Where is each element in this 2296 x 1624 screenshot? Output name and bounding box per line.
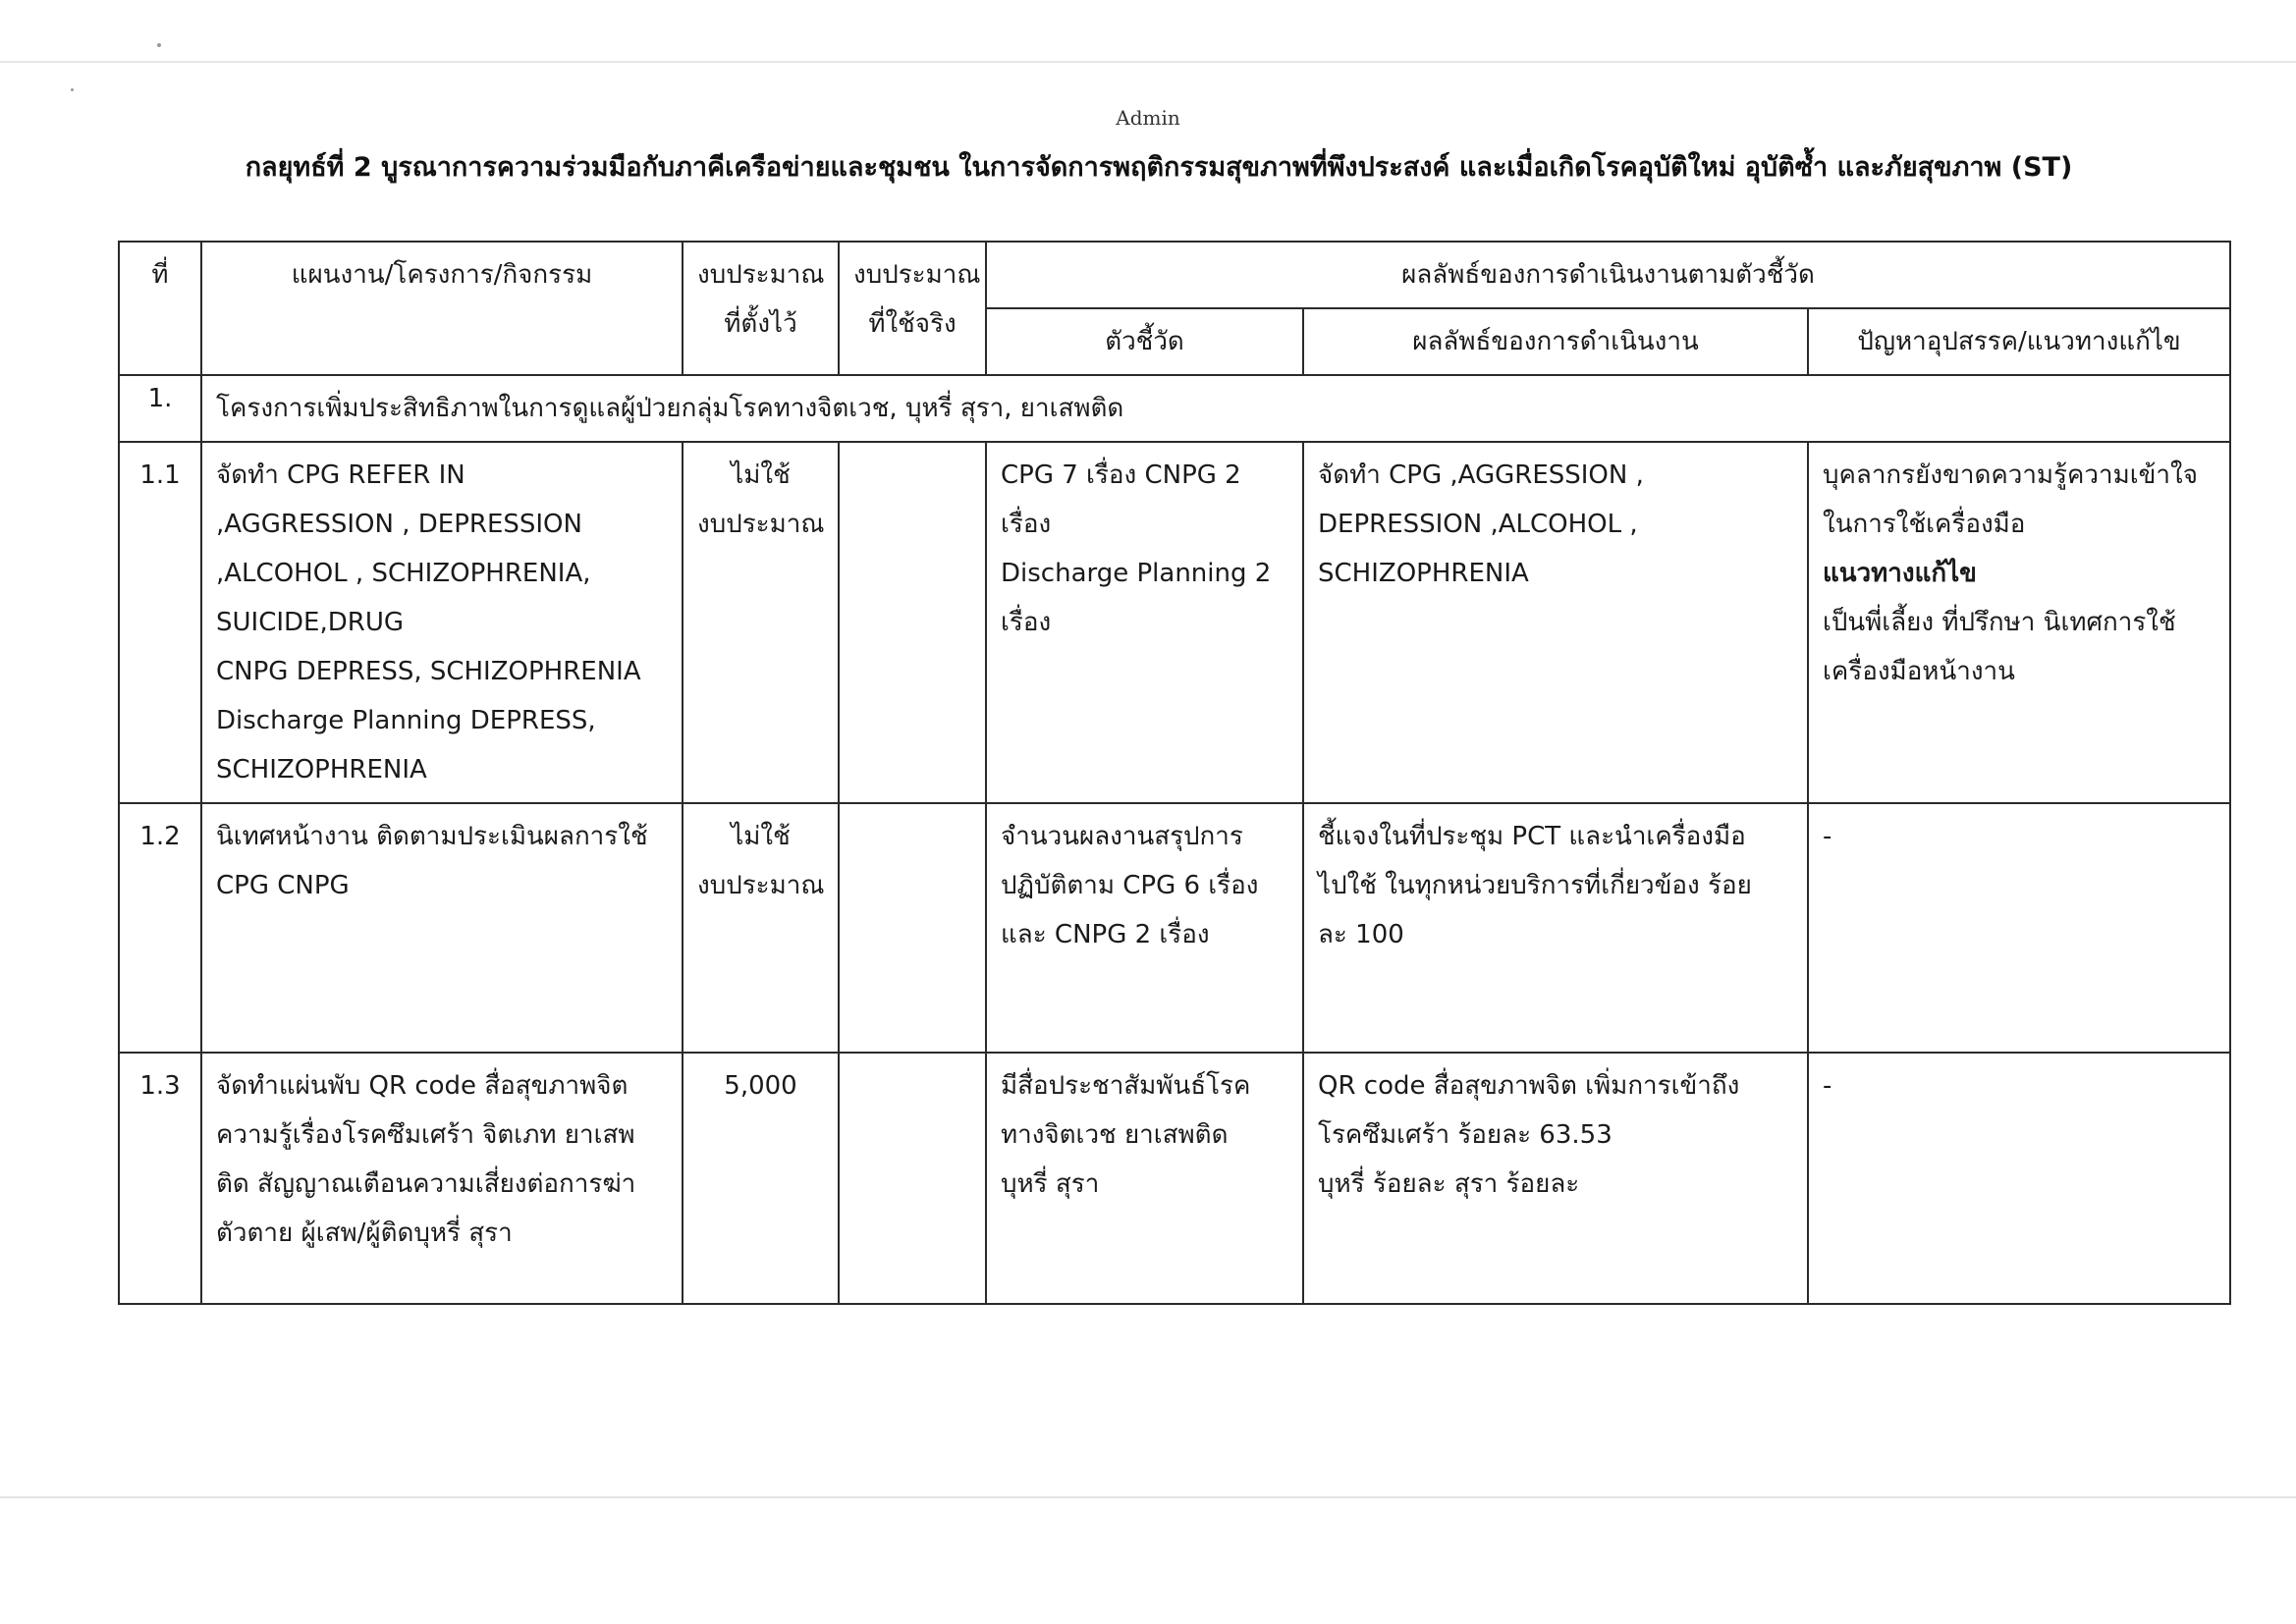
text-line: ชี้แจงในที่ประชุม PCT และนำเครื่องมือ [1318,822,1746,851]
header-indicator: ตัวชี้วัด [986,308,1303,375]
text-line: มีสื่อประชาสัมพันธ์โรค [1001,1071,1251,1101]
row-budget-set [683,442,839,803]
text-line: ,AGGRESSION , DEPRESSION [216,510,582,539]
text-line: 5,000 [724,1071,797,1101]
header-budget-used-line1: งบประมาณ [853,260,981,290]
row-plan [201,1053,683,1304]
text-line: ทางจิตเวช ยาเสพติด [1001,1120,1229,1150]
text-line: เครื่องมือหน้างาน [1823,657,2015,686]
text-line: นิเทศหน้างาน ติดตามประเมินผลการใช้ [216,822,648,851]
text-line: โรคซึมเศร้า ร้อยละ 63.53 [1318,1120,1613,1150]
header-no: ที่ [119,242,201,375]
row-plan [201,442,683,803]
row-number: 1.3 [119,1053,201,1304]
text-line: Discharge Planning 2 [1001,559,1272,588]
text-line: SCHIZOPHRENIA [1318,559,1529,588]
text-line: บุหรี่ สุรา [1001,1169,1100,1199]
section-row [119,375,2230,442]
scan-speck [157,43,161,47]
row-number: 1.2 [119,803,201,1053]
text-line: - [1823,822,1832,851]
row-result [1303,442,1808,803]
text-line: จัดทำ CPG REFER IN [216,460,465,490]
text-line: ไปใช้ ในทุกหน่วยบริการที่เกี่ยวข้อง ร้อย [1318,871,1752,900]
text-line: จัดทำ CPG ,AGGRESSION , [1318,460,1644,490]
row-number: 1.1 [119,442,201,803]
row-result [1303,1053,1808,1304]
table-row [119,442,2230,803]
row-indicator [986,803,1303,1053]
text-line: QR code สื่อสุขภาพจิต เพิ่มการเข้าถึง [1318,1071,1740,1101]
scan-speck [71,88,74,91]
row-problem [1808,803,2230,1053]
scan-edge-top [0,61,2296,63]
text-line: SUICIDE,DRUG [216,608,405,637]
text-line: และ CNPG 2 เรื่อง [1001,920,1210,949]
text-line: ปฏิบัติตาม CPG 6 เรื่อง [1001,871,1259,900]
text-line: จัดทำแผ่นพับ QR code สื่อสุขภาพจิต [216,1071,629,1101]
section-title: โครงการเพิ่มประสิทธิภาพในการดูแลผู้ป่วยกลุ่มโรคทางจิตเวช, บุหรี่ สุรา, ยาเสพติด [201,375,2230,442]
text-line: บุหรี่ ร้อยละ สุรา ร้อยละ [1318,1169,1580,1199]
watermark-admin: Admin [1116,106,1180,130]
page-title: กลยุทธ์ที่ 2 บูรณาการความร่วมมือกับภาคีเครือข่ายและชุมชน ในการจัดการพฤติกรรมสุขภาพที่พึงประสงค์ และเมื่อเกิดโรคอุบัติใหม่ อุบัติซ้ำ และภัยสุขภาพ (ST) [245,152,2073,183]
plan-table [118,241,2231,1305]
text-line: เป็นพี่เลี้ยง ที่ปรึกษา นิเทศการใช้ [1823,608,2176,637]
text-line: ตัวตาย ผู้เสพ/ผู้ติดบุหรี่ สุรา [216,1218,513,1248]
row-indicator [986,1053,1303,1304]
header-problem: ปัญหาอุปสรรค/แนวทางแก้ไข [1808,308,2230,375]
row-budget-used [839,442,986,803]
header-result: ผลลัพธ์ของการดำเนินงาน [1303,308,1808,375]
row-indicator [986,442,1303,803]
text-line: ไม่ใช้ [731,460,791,490]
text-line: จำนวนผลงานสรุปการ [1001,822,1243,851]
header-budget-set [683,242,839,375]
text-line: ละ 100 [1318,920,1404,949]
text-line: SCHIZOPHRENIA [216,755,427,785]
section-number: 1. [119,375,201,442]
row-budget-used [839,1053,986,1304]
header-results-group: ผลลัพธ์ของการดำเนินงานตามตัวชี้วัด [986,242,2230,308]
row-budget-set [683,1053,839,1304]
header-plan: แผนงาน/โครงการ/กิจกรรม [201,242,683,375]
text-line: CPG 7 เรื่อง CNPG 2 [1001,460,1241,490]
text-line: เรื่อง [1001,608,1052,637]
text-line: ในการใช้เครื่องมือ [1823,510,2026,539]
header-budget-set-line1: งบประมาณ [697,260,825,290]
text-line: Discharge Planning DEPRESS, [216,706,596,735]
text-line: งบประมาณ [697,871,825,900]
text-line: CNPG DEPRESS, SCHIZOPHRENIA [216,657,641,686]
text-line: CPG CNPG [216,871,350,900]
row-budget-used [839,803,986,1053]
text-line: DEPRESSION ,ALCOHOL , [1318,510,1638,539]
row-problem [1808,1053,2230,1304]
text-line: ไม่ใช้ [731,822,791,851]
text-line: บุคลากรยังขาดความรู้ความเข้าใจ [1823,460,2198,490]
text-line: เรื่อง [1001,510,1052,539]
solution-label: แนวทางแก้ไข [1823,559,1977,588]
text-line: งบประมาณ [697,510,825,539]
row-result [1303,803,1808,1053]
text-line: ,ALCOHOL , SCHIZOPHRENIA, [216,559,591,588]
header-budget-set-line2: ที่ตั้งไว้ [724,309,797,339]
scan-edge-bottom [0,1496,2296,1498]
row-plan [201,803,683,1053]
table-row [119,1053,2230,1304]
row-budget-set [683,803,839,1053]
table-header-row [119,242,2230,308]
text-line: - [1823,1071,1832,1101]
row-problem [1808,442,2230,803]
header-budget-used [839,242,986,375]
header-budget-used-line2: ที่ใช้จริง [868,309,957,339]
text-line: ติด สัญญาณเตือนความเสี่ยงต่อการฆ่า [216,1169,636,1199]
text-line: ความรู้เรื่องโรคซึมเศร้า จิตเภท ยาเสพ [216,1120,635,1150]
table-row [119,803,2230,1053]
